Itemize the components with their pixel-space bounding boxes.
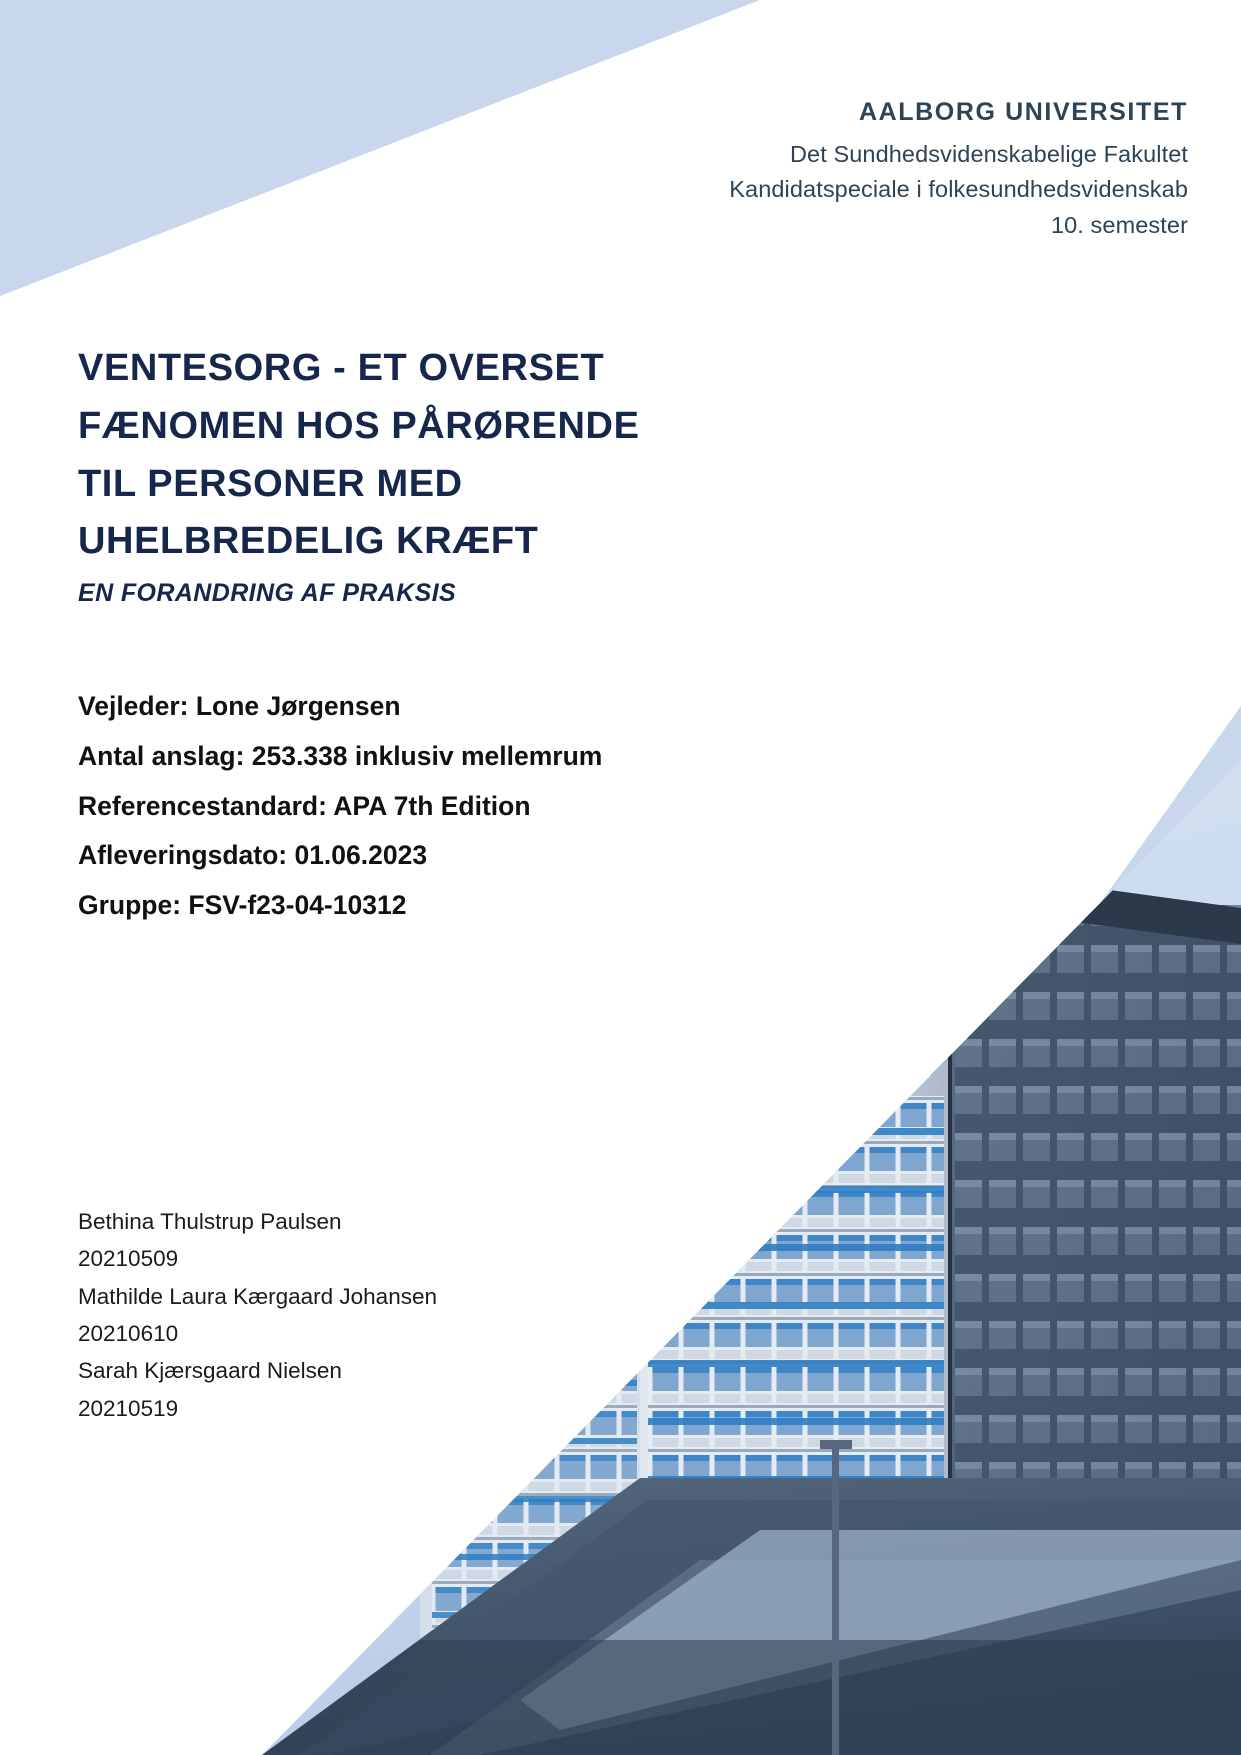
authors-block: [78, 1203, 638, 1427]
subtitle: EN FORANDRING AF PRAKSIS: [78, 579, 457, 607]
title-line-3: TIL PERSONER MED: [78, 462, 463, 505]
title-line-4: UHELBREDELIG KRÆFT: [78, 520, 539, 563]
author-3-name: Sarah Kjærsgaard Nielsen: [78, 1358, 342, 1384]
title-block: [78, 340, 818, 610]
author-1-name: Bethina Thulstrup Paulsen: [78, 1209, 342, 1234]
group-line: Gruppe: FSV-f23-04-10312: [78, 890, 407, 921]
author-1-id: 20210509: [78, 1246, 179, 1272]
author-2-name: Mathilde Laura Kærgaard Johansen: [78, 1283, 437, 1309]
metadata-block: [78, 682, 798, 931]
author-2-id: 20210610: [78, 1321, 179, 1347]
character-count-line: Antal anslag: 253.338 inklusiv mellemrum: [78, 740, 603, 771]
university-name: AALBORG UNIVERSITET: [858, 98, 1188, 126]
supervisor-line: Vejleder: Lone Jørgensen: [78, 691, 401, 721]
semester-label: 10. semester: [1050, 212, 1188, 239]
reference-standard-line: Referencestandard: APA 7th Edition: [78, 790, 531, 821]
submission-date-line: Afleveringsdato: 01.06.2023: [78, 840, 428, 871]
title-line-1: VENTESORG - ET OVERSET: [78, 347, 605, 389]
title-line-2: FÆNOMEN HOS PÅRØRENDE: [78, 404, 640, 447]
author-3-id: 20210519: [78, 1395, 179, 1421]
header-block: [548, 96, 1188, 244]
programme-name: Kandidatspeciale i folkesundhedsvidenskab: [729, 176, 1188, 203]
faculty-name: Det Sundhedsvidenskabelige Fakultet: [789, 140, 1188, 167]
